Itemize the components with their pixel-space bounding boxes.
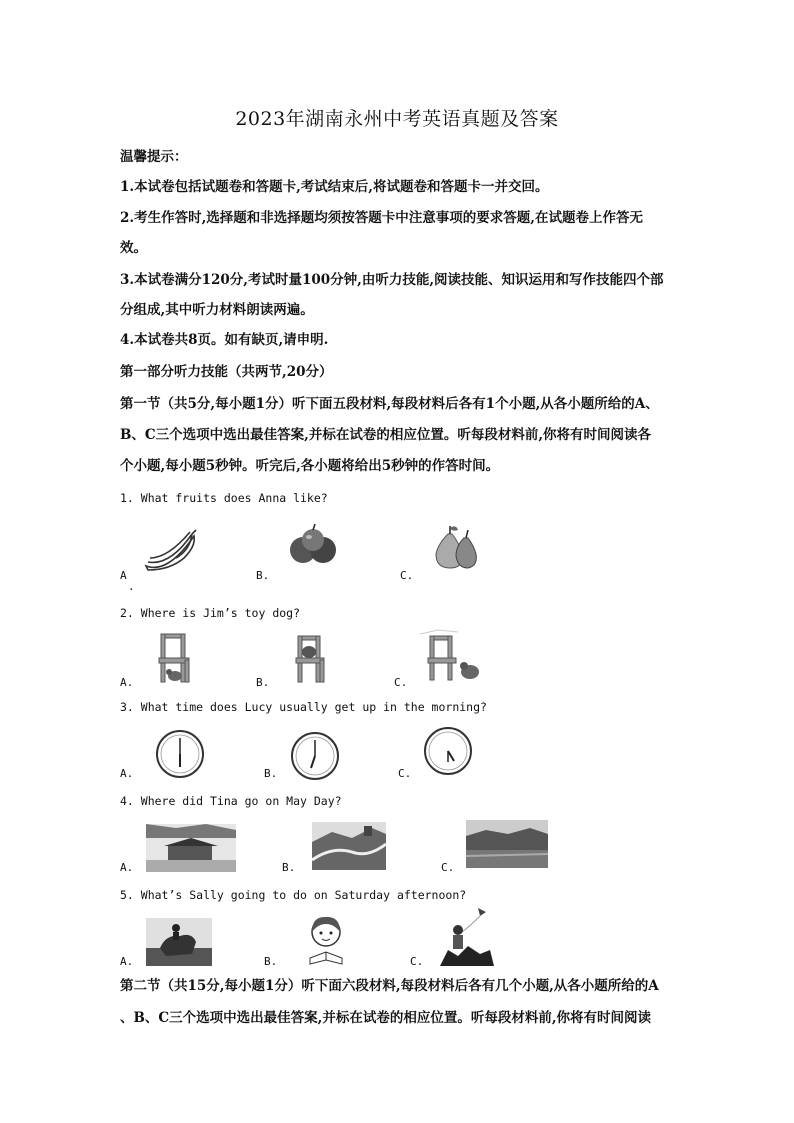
- q2-option-a: A.: [120, 676, 134, 689]
- page-title: 2023年湖南永州中考英语真题及答案: [235, 108, 559, 130]
- q4-option-c: C.: [441, 861, 455, 874]
- q1-option-c: C.: [400, 569, 414, 582]
- section1-line-1: 第一节（共5分,每小题1分）听下面五段材料,每段材料后各有1个小题,从各小题所给的A、: [120, 396, 659, 412]
- q1-option-a: A: [120, 569, 127, 582]
- section1-line-3: 个小题,每小题5秒钟。听完后,各小题将给出5秒钟的作答时间。: [120, 458, 500, 474]
- kite-flying-image: [440, 906, 494, 966]
- chair-dog-under-image: [155, 632, 193, 684]
- q3-option-c: C.: [398, 767, 412, 780]
- q2-option-b: B.: [256, 676, 270, 689]
- clock-b-image: [290, 731, 340, 781]
- q2-option-c: C.: [394, 676, 408, 689]
- q5-option-c: C.: [410, 955, 424, 968]
- notice-heading: 温馨提示：: [120, 149, 188, 165]
- pears-image: [430, 524, 480, 570]
- great-wall-image: [312, 822, 386, 870]
- horse-riding-image: [146, 918, 212, 966]
- girl-reading-image: [302, 914, 350, 966]
- notice-item-2-cont: 效。: [120, 240, 147, 256]
- q1-dot: .: [128, 580, 135, 593]
- part1-heading: 第一部分听力技能（共两节,20分）: [120, 364, 333, 380]
- bananas-image: [140, 528, 202, 576]
- q3-option-b: B.: [264, 767, 278, 780]
- chair-dog-beside-image: [418, 628, 484, 684]
- tiananmen-image: [146, 824, 236, 872]
- q5-option-b: B.: [264, 955, 278, 968]
- clock-c-image: [423, 726, 473, 776]
- q3-option-a: A.: [120, 767, 134, 780]
- question-1: 1. What fruits does Anna like?: [120, 491, 328, 505]
- q4-option-a: A.: [120, 861, 134, 874]
- notice-item-3-cont: 分组成,其中听力材料朗读两遍。: [120, 302, 314, 318]
- question-5: 5. What’s Sally going to do on Saturday afternoon?: [120, 888, 467, 902]
- question-3: 3. What time does Lucy usually get up in the morning?: [120, 700, 487, 714]
- notice-item-3: 3.本试卷满分120分,考试时量100分钟,由听力技能,阅读技能、知识运用和写作技能四个部: [120, 272, 664, 288]
- scenery-image: [466, 820, 548, 868]
- question-2: 2. Where is Jim’s toy dog?: [120, 606, 301, 620]
- notice-item-1: 1.本试卷包括试题卷和答题卡,考试结束后,将试题卷和答题卡一并交回。: [120, 179, 549, 195]
- notice-item-4: 4.本试卷共8页。如有缺页,请申明.: [120, 332, 329, 348]
- section1-line-2: B、C三个选项中选出最佳答案,并标在试卷的相应位置。听每段材料前,你将有时间阅读各: [120, 427, 652, 443]
- chair-dog-on-image: [293, 634, 327, 684]
- clock-a-image: [155, 729, 205, 779]
- section2-line-1: 第二节（共15分,每小题1分）听下面六段材料,每段材料后各有几个小题,从各小题所给的A: [120, 978, 659, 994]
- question-4: 4. Where did Tina go on May Day?: [120, 794, 342, 808]
- q5-option-a: A.: [120, 955, 134, 968]
- q4-option-b: B.: [282, 861, 296, 874]
- section2-line-2: 、B、C三个选项中选出最佳答案,并标在试卷的相应位置。听每段材料前,你将有时间阅读: [120, 1010, 652, 1026]
- notice-item-2: 2.考生作答时,选择题和非选择题均须按答题卡中注意事项的要求答题,在试题卷上作答无: [120, 210, 643, 226]
- q1-option-b: B.: [256, 569, 270, 582]
- apples-image: [287, 524, 341, 570]
